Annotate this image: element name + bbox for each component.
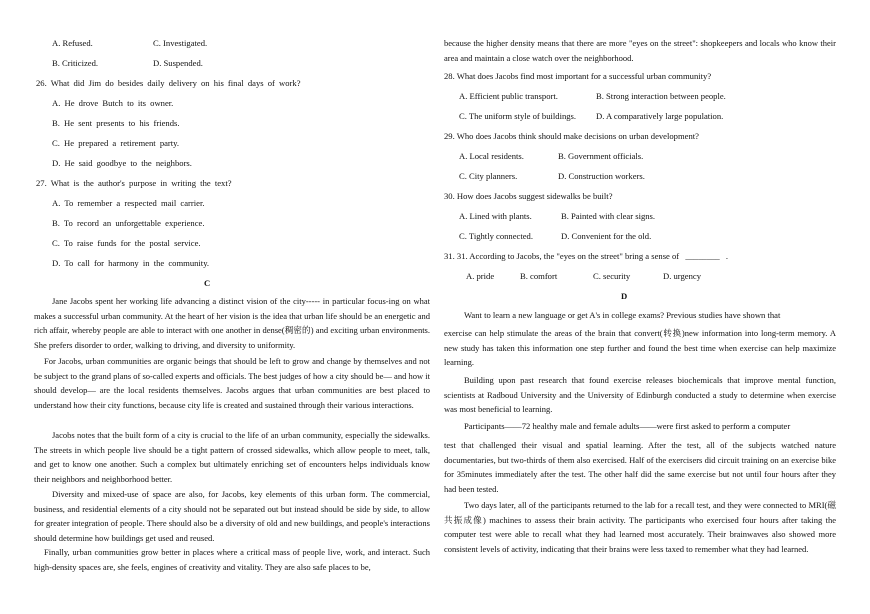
q31-option-d: D. urgency	[663, 271, 702, 281]
passage-c-paragraph-5: Finally, urban communities grow better in places where a critical mass of people live, work, and interact. Such high-density spaces are, she feels, engines of creativity and vitality. They are also safe places to be,	[34, 547, 430, 572]
q30-option-d: D. Convenient for the old.	[561, 231, 652, 241]
q26-option-b: B. He sent presents to his friends.	[52, 118, 180, 128]
passage-d-paragraph-2: Building upon past research that found exercise releases biochemicals that improve mental function, scientists at Radboud University and the University of Edinburgh conducted a study to determine when exercise was most beneficial to learning.	[444, 375, 836, 414]
q28-option-c: C. The uniform style of buildings.	[459, 111, 577, 121]
q28-option-b: B. Strong interaction between people.	[596, 91, 726, 101]
question-31	[444, 251, 728, 261]
q30-option-b: B. Painted with clear signs.	[561, 211, 656, 221]
question-30: 30. How does Jacobs suggest sidewalks be built?	[444, 191, 613, 201]
passage-d-paragraph-3: test that challenged their visual and spatial learning. After the test, all of the subjects watched nature documentaries, but two-thirds of them also exercised. Half of the exercisers did circuit training on an exercise bike for 35minutes immediately after the test. The other half did the same exercise but not until four hours after they had been tested.	[444, 440, 836, 494]
passage-d-paragraph-4: Two days later, all of the participants returned to the lab for a recall test, and they were connected to MRI(磁共振成像) machines to assess their brain activity. The participants who exercised four hours after taking the computer test were able to recall what they had learned most accurately. Their brainwaves also showed more consistent levels of activity, indicating that their brains were less taxed to remember what they had learned.	[444, 500, 836, 554]
passage-c-paragraph-2: For Jacobs, urban communities are organic beings that should be left to grow and change by themselves and not be subject to the grand plans of so-called experts and officials. The best judges of how a city should be— and how it should develop— are the local residents themselves. Jacobs argues that urban communities are best placed to understand how their city functions, because city life is created and sustained through their various interactions.	[34, 356, 430, 410]
passage-c-paragraph-4: Diversity and mixed-use of space are also, for Jacobs, key elements of this urban form. The commercial, business, and residential elements of a city should not be separated out but instead should be side by side, to allow for greater integration of people. There should also be a diversity of old and new buildings, and people's interactions should determine how buildings get used and reused.	[34, 489, 430, 543]
q31-option-b: B. comfort	[520, 271, 558, 281]
q26-option-d: D. He said goodbye to the neighbors.	[52, 158, 192, 168]
passage-d-paragraph-1: exercise can help stimulate the areas of the brain that convert(转换)new information into long-term memory. A new study has taken this information one step further and found the best time when exercise can help maximize learning.	[444, 328, 836, 367]
q25-option-b: B. Criticized.	[52, 58, 99, 68]
q26-option-c: C. He prepared a retirement party.	[52, 138, 180, 148]
passage-c-paragraph-3: Jacobs notes that the built form of a city is crucial to the life of an urban community, especially the sidewalks. The streets in which people live should be a tight pattern of crossed sidewalks, which allow people to meet, talk, and get to know one another. Such a complex but ultimately enriching set of encounters helps individuals know their neighbors and neighborhood better.	[34, 430, 430, 484]
q31-option-a: A. pride	[466, 271, 495, 281]
question-29: 29. Who does Jacobs think should make decisions on urban development?	[444, 131, 699, 141]
q28-option-d: D. A comparatively large population.	[596, 111, 724, 121]
question-31-stem: 31. 31. According to Jacobs, the "eyes on the street" bring a sense of	[444, 251, 680, 261]
question-26: 26. What did Jim do besides daily delivery on his final days of work?	[36, 78, 301, 88]
section-c-heading: C	[204, 278, 211, 288]
q25-option-a: A. Refused.	[52, 38, 93, 48]
q27-option-c: C. To raise funds for the postal service.	[52, 238, 201, 248]
q25-option-c: C. Investigated.	[153, 38, 208, 48]
q26-option-a: A. He drove Butch to its owner.	[52, 98, 174, 108]
passage-c-paragraph-1: Jane Jacobs spent her working life advancing a distinct vision of the city----- in particular focus-ing on what makes a successful urban community. At the heart of her vision is the idea that urban life should be an energetic and rich affair, whereby people are able to interact with one another in dense(稠密的) and exciting urban environments. She prefers disorder to order, walking to driving, and diversity to uniformity.	[34, 296, 430, 350]
q25-option-d: D. Suspended.	[153, 58, 203, 68]
passage-c-continuation: because the higher density means that there are more "eyes on the street": shopkeepers and locals who know their area and maintain a close watch over the neighborhood.	[444, 38, 836, 63]
q30-option-c: C. Tightly connected.	[459, 231, 534, 241]
question-31-blank: ________	[685, 251, 720, 261]
q29-option-c: C. City planners.	[459, 171, 518, 181]
question-31-period: .	[725, 251, 729, 261]
passage-d-line-1: Want to learn a new language or get A's in college exams? Previous studies have shown that	[464, 310, 781, 320]
question-27: 27. What is the author's purpose in writing the text?	[36, 178, 232, 188]
question-28: 28. What does Jacobs find most important for a successful urban community?	[444, 71, 712, 81]
q29-option-b: B. Government officials.	[558, 151, 644, 161]
q29-option-d: D. Construction workers.	[558, 171, 645, 181]
passage-d-line-2: Participants——72 healthy male and female adults——were first asked to perform a computer	[464, 421, 791, 431]
section-d-heading: D	[621, 291, 628, 301]
q29-option-a: A. Local residents.	[459, 151, 524, 161]
q28-option-a: A. Efficient public transport.	[459, 91, 558, 101]
q31-option-c: C. security	[593, 271, 631, 281]
q27-option-b: B. To record an unforgettable experience.	[52, 218, 205, 228]
q27-option-a: A. To remember a respected mail carrier.	[52, 198, 205, 208]
q27-option-d: D. To call for harmony in the community.	[52, 258, 210, 268]
q30-option-a: A. Lined with plants.	[459, 211, 532, 221]
